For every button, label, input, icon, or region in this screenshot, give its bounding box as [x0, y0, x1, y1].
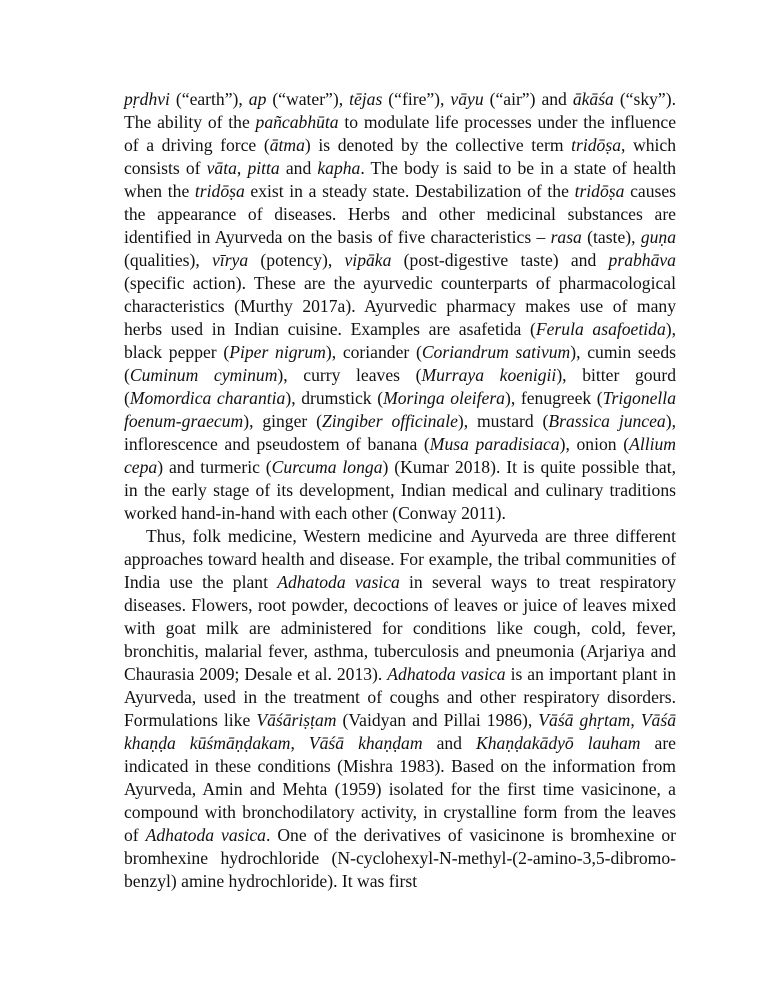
text-run: . The body is said to be in a state of health when the [124, 158, 677, 201]
italic-term: ap [248, 89, 267, 109]
italic-term: tridōṣa [194, 181, 245, 201]
italic-term: vipāka [344, 250, 392, 270]
text-run: . One of the derivatives of vasicinone is bromhexine or bromhexine hydrochloride (N-cyclohexyl-N-methyl-(2-amino-3,5-dibromo-benzyl) amine hydrochloride). It was first [124, 825, 676, 891]
text-run: and [279, 158, 318, 178]
text-run: to modulate life processes under the influence of a driving force ( [124, 112, 676, 155]
text-run: ), black pepper ( [124, 319, 677, 362]
italic-term: tējas [349, 89, 383, 109]
text-run: ) and turmeric ( [157, 457, 272, 477]
text-run: ), bitter gourd ( [124, 365, 676, 408]
italic-term: tridōṣa [574, 181, 625, 201]
text-run: ), onion ( [559, 434, 630, 454]
italic-term: ākāśa [572, 89, 614, 109]
italic-term: Piper nigrum [229, 342, 326, 362]
page-body [124, 88, 676, 893]
italic-term: Moringa oleifera [383, 388, 505, 408]
italic-term: Cuminum cyminum [129, 365, 278, 385]
text-run: (potency), [248, 250, 345, 270]
text-run: ), drumstick ( [285, 388, 384, 408]
italic-term: Momordica charantia [129, 388, 286, 408]
italic-term: guṇa [640, 227, 676, 247]
text-run: are indicated in these conditions (Mishra 1983). Based on the information from Ayurveda, Amin and Mehta (1959) isolated for the first time vasicinone, a compound with bronchodilatory activity, in crystalline form from the leaves of [124, 733, 676, 845]
text-run: ), cumin seeds ( [124, 342, 677, 385]
text-run: (“sky”). The ability of the [124, 89, 676, 132]
italic-term: Musa paradisiaca [429, 434, 560, 454]
text-run: (Vaidyan and Pillai 1986), [336, 710, 539, 730]
text-run: and [422, 733, 476, 753]
text-run: (specific action). These are the ayurvedic counterparts of pharmacological characteristics (Murthy 2017a). Ayurvedic pharmacy makes use of many herbs used in Indian cuisine. Examples are asafetida ( [124, 273, 676, 339]
text-run: , [630, 710, 641, 730]
text-run: ), inflorescence and pseudostem of banana ( [124, 411, 676, 454]
italic-term: vāta [206, 158, 237, 178]
italic-term: Brassica juncea [548, 411, 666, 431]
text-run: (taste), [581, 227, 641, 247]
italic-term: Coriandrum sativum [421, 342, 571, 362]
italic-term: Khaṇḍakādyō lauham [476, 733, 641, 753]
text-run: in several ways to treat respiratory diseases. Flowers, root powder, decoctions of leaves or juice of leaves mixed with goat milk are administered for conditions like cough, cold, fever, bronchitis, malarial fever, asthma, tuberculosis and pneumonia (Arjariya and Chaurasia 2009; Desale et al. 2013). [124, 572, 676, 684]
text-run: (“fire”), [382, 89, 451, 109]
text-run: is an important plant in Ayurveda, used in the treatment of coughs and other respiratory disorders. Formulations like [124, 664, 677, 730]
italic-term: Adhatoda vasica [277, 572, 400, 592]
italic-term: pañcabhūta [255, 112, 339, 132]
text-run: ), coriander ( [325, 342, 422, 362]
italic-term: vāyu [450, 89, 484, 109]
italic-term: rasa [550, 227, 582, 247]
italic-term: pṛdhvi [124, 89, 170, 109]
italic-term: Adhatoda vasica [145, 825, 266, 845]
paragraph-2 [124, 525, 676, 893]
italic-term: prabhāva [608, 250, 676, 270]
text-run: , [236, 158, 248, 178]
paragraph-1 [124, 88, 676, 525]
text-run: (“water”), [266, 89, 350, 109]
italic-term: Vāśāriṣṭam [256, 710, 337, 730]
italic-term: Trigonella foenum-graecum [124, 388, 676, 431]
text-run: ) is denoted by the collective term [304, 135, 572, 155]
text-run: (qualities), [124, 250, 212, 270]
text-run: (post-digestive taste) and [391, 250, 609, 270]
italic-term: Allium cepa [124, 434, 676, 477]
italic-term: Curcuma longa [271, 457, 383, 477]
italic-term: kapha [317, 158, 361, 178]
text-run: ), curry leaves ( [277, 365, 422, 385]
text-run: , [290, 733, 309, 753]
text-run: ) (Kumar 2018). It is quite possible that, in the early stage of its development, Indian medical and culinary traditions worked hand-in-hand with each other (Conway 2011). [124, 457, 676, 523]
italic-term: tridōṣa [571, 135, 621, 155]
text-run: Thus, folk medicine, Western medicine and Ayurveda are three different approaches toward health and disease. For example, the tribal communities of India use the plant [124, 526, 676, 592]
text-run: exist in a steady state. Destabilization of the [244, 181, 575, 201]
text-run: ), ginger ( [243, 411, 322, 431]
text-run: (“earth”), [169, 89, 249, 109]
italic-term: vīrya [212, 250, 249, 270]
italic-term: Vāśā khaṇḍam [308, 733, 423, 753]
italic-term: Murraya koenigii [421, 365, 557, 385]
text-run: ), fenugreek ( [504, 388, 603, 408]
italic-term: Vāśā ghṛtam [538, 710, 631, 730]
italic-term: Zingiber officinale [321, 411, 458, 431]
italic-term: ātma [269, 135, 305, 155]
italic-term: Ferula asafoetida [535, 319, 666, 339]
italic-term: Vāśā khaṇḍa kūśmāṇḍakam [124, 710, 676, 753]
text-run: (“air”) and [483, 89, 573, 109]
italic-term: Adhatoda vasica [387, 664, 506, 684]
text-run: , which consists of [124, 135, 676, 178]
text-run: causes the appearance of diseases. Herbs and other medicinal substances are identified in Ayurveda on the basis of five characteristics – [124, 181, 676, 247]
text-run: ), mustard ( [457, 411, 549, 431]
italic-term: pitta [247, 158, 280, 178]
